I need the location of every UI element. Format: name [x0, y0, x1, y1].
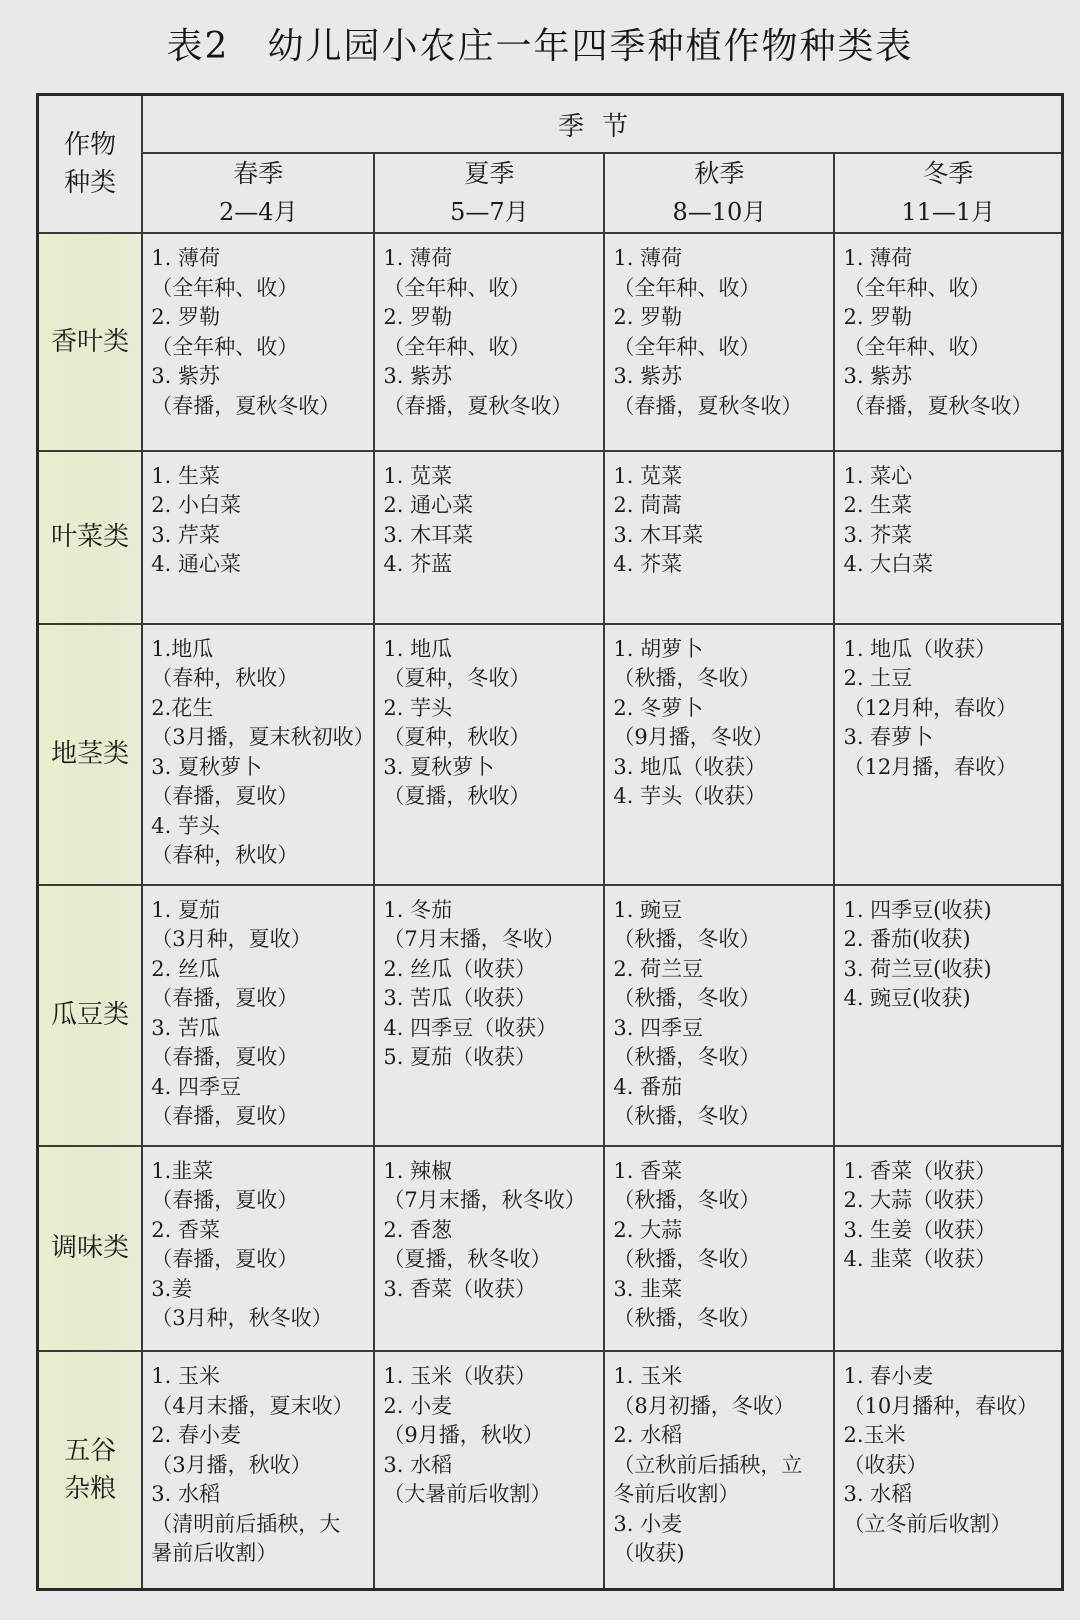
crop-entry-line: 2. 小麦 — [383, 1393, 453, 1418]
crop-entry-line: （9月播，冬收） — [613, 725, 774, 749]
crop-entry-line: （收获) — [613, 1541, 685, 1566]
crop-entry-line: （春播，夏收） — [151, 1045, 299, 1070]
crop-entry-line: 2. 罗勒 — [383, 305, 453, 329]
crop-entry-line: 3. 韭菜 — [613, 1276, 683, 1301]
crop-entry-line: 1. 地瓜（收获） — [843, 636, 997, 661]
crop-entry-line: 3. 荷兰豆(收获) — [843, 956, 992, 981]
crop-entry-line: 2. 春小麦 — [151, 1423, 241, 1448]
crop-entry-line: 4. 豌豆(收获) — [843, 986, 971, 1011]
season-crop-cell — [834, 451, 1062, 624]
table-row — [38, 1351, 1063, 1589]
crop-category-cell — [38, 1351, 143, 1589]
crop-entry-line: 4. 芥菜 — [613, 552, 683, 577]
crop-entry-line: 3. 四季豆 — [613, 1015, 704, 1040]
season-crop-cell — [604, 233, 834, 451]
crop-entry-line: （夏种，冬收） — [383, 666, 531, 690]
crop-entry-line: （10月播种，春收） — [843, 1393, 1039, 1418]
crop-entry-line: 2. 芋头 — [383, 695, 453, 720]
crop-entry-line: 3. 紫苏 — [843, 364, 913, 388]
crop-entry-line: 1. 香菜（收获） — [843, 1158, 997, 1183]
crop-entry-line: 2. 土豆 — [843, 666, 913, 690]
crop-entry-line: 1. 生菜 — [151, 463, 220, 488]
header-row-season-group — [38, 95, 1063, 154]
crop-entry-line: 2. 冬萝卜 — [613, 695, 704, 720]
crop-entry-line: 3. 春萝卜 — [843, 725, 934, 749]
crop-entry-line: （秋播，冬收） — [613, 1306, 761, 1331]
crop-entry-line: 2. 水稻 — [613, 1423, 683, 1448]
crop-entry-line: （春播，夏秋冬收） — [613, 393, 803, 418]
crop-category-label: 叶菜类 — [51, 522, 130, 553]
crop-entry-line: 3. 香菜（收获） — [383, 1276, 537, 1301]
table-row — [38, 624, 1063, 885]
crop-entry-line: 2. 罗勒 — [613, 305, 683, 329]
crop-entry-line: 1. 薄荷 — [383, 246, 453, 270]
crop-entry-line: 4. 韭菜（收获） — [843, 1247, 997, 1272]
crop-entry-line: （春种，秋收） — [151, 843, 299, 867]
crop-entry-line: 1. 薄荷 — [843, 246, 913, 270]
crop-entry-line: （大暑前后收割） — [383, 1482, 552, 1507]
season-months: 5—7月 — [450, 198, 529, 226]
crop-entry-line: （春播，夏收） — [151, 1104, 299, 1129]
crop-entry-line: 3. 苦瓜 — [151, 1015, 220, 1040]
crop-entry-line: 2. 丝瓜 — [151, 956, 220, 981]
season-months: 8—10月 — [672, 198, 767, 226]
crop-entry-line: 2. 荷兰豆 — [613, 956, 704, 981]
crop-entry-line: 2. 香菜 — [151, 1217, 220, 1242]
crop-entry-line: 2.花生 — [151, 695, 214, 720]
season-crop-cell — [604, 624, 834, 885]
crop-entry-line: （收获） — [843, 1452, 928, 1477]
crop-entry-line: 1. 苋菜 — [613, 463, 683, 488]
crop-category-label: 香叶类 — [51, 326, 130, 357]
season-crop-cell — [834, 1146, 1062, 1352]
crop-entry-line: （秋播，冬收） — [613, 986, 761, 1011]
crop-entry-line: 3.姜 — [151, 1276, 193, 1301]
crop-entry-line: 1. 四季豆(收获) — [843, 897, 992, 922]
table-row — [38, 1146, 1063, 1352]
table-row — [38, 451, 1063, 624]
season-crop-cell — [604, 1351, 834, 1589]
season-months: 2—4月 — [219, 198, 298, 226]
table-body — [38, 233, 1063, 1590]
season-crop-cell — [834, 624, 1062, 885]
crop-entry-line: （全年种、收） — [843, 334, 991, 359]
crop-entry-line: （春播，夏秋冬收） — [843, 393, 1033, 418]
crop-entry-line: 2. 番茄(收获) — [843, 927, 971, 952]
crop-entry-line: 2. 大蒜 — [613, 1217, 683, 1242]
crop-category-label: 调味类 — [51, 1233, 130, 1264]
crop-type-header — [38, 95, 143, 234]
crop-entry-line: 3. 小麦 — [613, 1511, 683, 1536]
crop-entry-line: 4. 四季豆 — [151, 1074, 241, 1099]
crop-entry-line: （清明前后插秧，大 — [151, 1511, 341, 1536]
season-crop-cell — [374, 1351, 604, 1589]
crop-entry-line: 1. 玉米 — [613, 1364, 683, 1389]
crop-entry-line: 3. 生姜（收获） — [843, 1217, 997, 1242]
crop-entry-line: （春种，秋收） — [151, 666, 299, 690]
crop-entry-line: 1. 地瓜 — [383, 636, 453, 661]
crop-entry-line: 1.韭菜 — [151, 1158, 214, 1183]
crop-entry-line: 4. 芋头 — [151, 813, 220, 838]
season-crop-cell — [834, 885, 1062, 1146]
crop-entry-line: 4. 大白菜 — [843, 552, 934, 577]
crop-entry-line: （8月初播，冬收） — [613, 1393, 795, 1418]
crop-category-label: 瓜豆类 — [51, 1000, 130, 1031]
crop-entry-line: （春播，夏收） — [151, 784, 299, 808]
crop-type-header-label: 作物 种类 — [64, 130, 117, 198]
crop-entry-line: （全年种、收） — [843, 275, 991, 300]
crop-entry-line: （3月播，夏末秋初收） — [151, 725, 375, 749]
crop-entry-line: 3. 夏秋萝卜 — [151, 754, 262, 779]
season-header-autumn — [604, 153, 834, 233]
crop-entry-line: （7月末播，秋冬收） — [383, 1188, 586, 1213]
crop-entry-line: 1. 薄荷 — [613, 246, 683, 270]
crop-category-cell — [38, 885, 143, 1146]
crop-entry-line: 1. 香菜 — [613, 1158, 683, 1183]
season-name: 夏季 — [464, 159, 515, 188]
crop-entry-line: （秋播，冬收） — [613, 666, 761, 690]
crop-category-cell — [38, 233, 143, 451]
crop-entry-line: 1. 玉米（收获） — [383, 1364, 537, 1389]
season-crop-cell — [142, 885, 374, 1146]
crop-entry-line: 3. 苦瓜（收获） — [383, 986, 537, 1011]
crop-entry-line: 2. 大蒜（收获） — [843, 1188, 997, 1213]
crop-entry-line: （春播，夏收） — [151, 1247, 299, 1272]
crop-entry-line: 2.玉米 — [843, 1423, 906, 1448]
crop-entry-line: 1.地瓜 — [151, 636, 214, 661]
document-title: 表2 幼儿园小农庄一年四季种植作物种类表 — [166, 26, 914, 67]
crop-entry-line: 2. 小白菜 — [151, 493, 241, 518]
crop-entry-line: （立秋前后插秧，立 — [613, 1452, 803, 1477]
crop-entry-line: 2. 茼蒿 — [613, 493, 683, 518]
crop-entry-line: 1. 薄荷 — [151, 246, 220, 270]
season-crop-cell — [604, 451, 834, 624]
crop-entry-line: （4月末播，夏末收） — [151, 1393, 354, 1418]
crop-entry-line: 冬前后收割） — [613, 1482, 740, 1507]
crop-entry-line: （9月播，秋收） — [383, 1423, 544, 1448]
crop-entry-line: 2. 香葱 — [383, 1217, 453, 1242]
crop-entry-line: （春播，夏收） — [151, 986, 299, 1011]
season-crop-cell — [142, 1146, 374, 1352]
crop-entry-line: 4. 四季豆（收获） — [383, 1015, 558, 1040]
header-row-seasons — [38, 153, 1063, 233]
crop-entry-line: 4. 芥蓝 — [383, 552, 453, 577]
season-crop-cell — [142, 1351, 374, 1589]
crop-entry-line: 1. 玉米 — [151, 1364, 220, 1389]
season-header-winter — [834, 153, 1062, 233]
crop-entry-line: 4. 番茄 — [613, 1074, 683, 1099]
crop-entry-line: （春播，夏秋冬收） — [383, 393, 573, 418]
crop-entry-line: 1. 春小麦 — [843, 1364, 934, 1389]
crop-entry-line: （秋播，冬收） — [613, 1045, 761, 1070]
crop-entry-line: （秋播，冬收） — [613, 1104, 761, 1129]
crop-entry-line: 4. 芋头（收获） — [613, 784, 767, 808]
crop-entry-line: 3. 水稻 — [383, 1452, 453, 1477]
crop-entry-line: （全年种、收） — [613, 334, 761, 359]
season-crop-cell — [604, 1146, 834, 1352]
season-header-summer — [374, 153, 604, 233]
crop-entry-line: （春播，夏收） — [151, 1188, 299, 1213]
crop-entry-line: （秋播，冬收） — [613, 927, 761, 952]
crop-category-label: 五谷 杂粮 — [64, 1436, 117, 1505]
season-crop-cell — [374, 624, 604, 885]
crop-entry-line: 5. 夏茄（收获） — [383, 1045, 537, 1070]
crop-entry-line: （夏播，秋收） — [383, 784, 531, 808]
crop-entry-line: （立冬前后收割） — [843, 1511, 1012, 1536]
crop-entry-line: 3. 地瓜（收获） — [613, 754, 767, 779]
crop-entry-line: 1. 辣椒 — [383, 1158, 453, 1183]
crop-entry-line: （全年种、收） — [151, 334, 299, 359]
crop-entry-line: 3. 紫苏 — [383, 364, 453, 388]
crop-entry-line: 3. 紫苏 — [151, 364, 220, 388]
season-crop-cell — [142, 233, 374, 451]
season-crop-cell — [374, 885, 604, 1146]
crop-entry-line: （3月播，秋收） — [151, 1452, 312, 1477]
crop-entry-line: 3. 水稻 — [843, 1482, 913, 1507]
crop-entry-line: （全年种、收） — [383, 275, 531, 300]
season-crop-cell — [834, 233, 1062, 451]
crop-entry-line: 2. 通心菜 — [383, 493, 474, 518]
season-crop-cell — [604, 885, 834, 1146]
season-crop-cell — [834, 1351, 1062, 1589]
crop-entry-line: 1. 菜心 — [843, 463, 913, 488]
crop-entry-line: 2. 罗勒 — [151, 305, 220, 329]
table-row — [38, 233, 1063, 451]
season-crop-cell — [374, 451, 604, 624]
crop-entry-line: 1. 豌豆 — [613, 897, 683, 922]
crop-entry-line: 1. 冬茄 — [383, 897, 453, 922]
crop-entry-line: 2. 罗勒 — [843, 305, 913, 329]
crop-entry-line: 1. 胡萝卜 — [613, 636, 704, 661]
crop-entry-line: 3. 夏秋萝卜 — [383, 754, 495, 779]
crop-category-cell — [38, 451, 143, 624]
season-crop-cell — [142, 624, 374, 885]
crop-entry-line: （夏播，秋冬收） — [383, 1247, 552, 1272]
crop-entry-line: 1. 夏茄 — [151, 897, 220, 922]
crop-entry-line: 3. 木耳菜 — [383, 522, 474, 547]
crop-category-cell — [38, 1146, 143, 1352]
crop-entry-line: 暑前后收割） — [151, 1541, 278, 1566]
table-row — [38, 885, 1063, 1146]
crop-entry-line: （全年种、收） — [613, 275, 761, 300]
crop-entry-line: （夏种，秋收） — [383, 725, 531, 749]
season-crop-cell — [374, 1146, 604, 1352]
season-group-header: 季节 — [142, 95, 1062, 154]
crop-entry-line: 2. 丝瓜（收获） — [383, 956, 537, 981]
season-months: 11—1月 — [901, 198, 996, 226]
crop-entry-line: （全年种、收） — [151, 275, 299, 300]
crop-entry-line: （全年种、收） — [383, 334, 531, 359]
season-crop-cell — [374, 233, 604, 451]
crop-table — [36, 93, 1064, 1591]
season-name: 冬季 — [923, 159, 974, 188]
crop-entry-line: （12月播，春收） — [843, 754, 1018, 779]
season-header-spring — [142, 153, 374, 233]
crop-entry-line: （春播，夏秋冬收） — [151, 393, 341, 418]
crop-entry-line: 3. 芹菜 — [151, 522, 220, 547]
crop-entry-line: （秋播，冬收） — [613, 1188, 761, 1213]
season-crop-cell — [142, 451, 374, 624]
crop-entry-line: 3. 水稻 — [151, 1482, 220, 1507]
crop-entry-line: 1. 苋菜 — [383, 463, 453, 488]
crop-entry-line: （7月末播，冬收） — [383, 927, 565, 952]
crop-entry-line: 3. 木耳菜 — [613, 522, 704, 547]
crop-entry-line: （3月种，夏收） — [151, 927, 312, 952]
season-name: 秋季 — [694, 159, 745, 188]
crop-entry-line: （3月种，秋冬收） — [151, 1306, 333, 1331]
crop-entry-line: 3. 紫苏 — [613, 364, 683, 388]
crop-entry-line: 4. 通心菜 — [151, 552, 241, 577]
season-name: 春季 — [233, 159, 284, 188]
crop-category-cell — [38, 624, 143, 885]
crop-entry-line: 2. 生菜 — [843, 493, 913, 518]
crop-entry-line: （12月种，春收） — [843, 695, 1018, 720]
crop-entry-line: （秋播，冬收） — [613, 1247, 761, 1272]
crop-entry-line: 3. 芥菜 — [843, 522, 913, 547]
crop-category-label: 地茎类 — [51, 739, 130, 769]
